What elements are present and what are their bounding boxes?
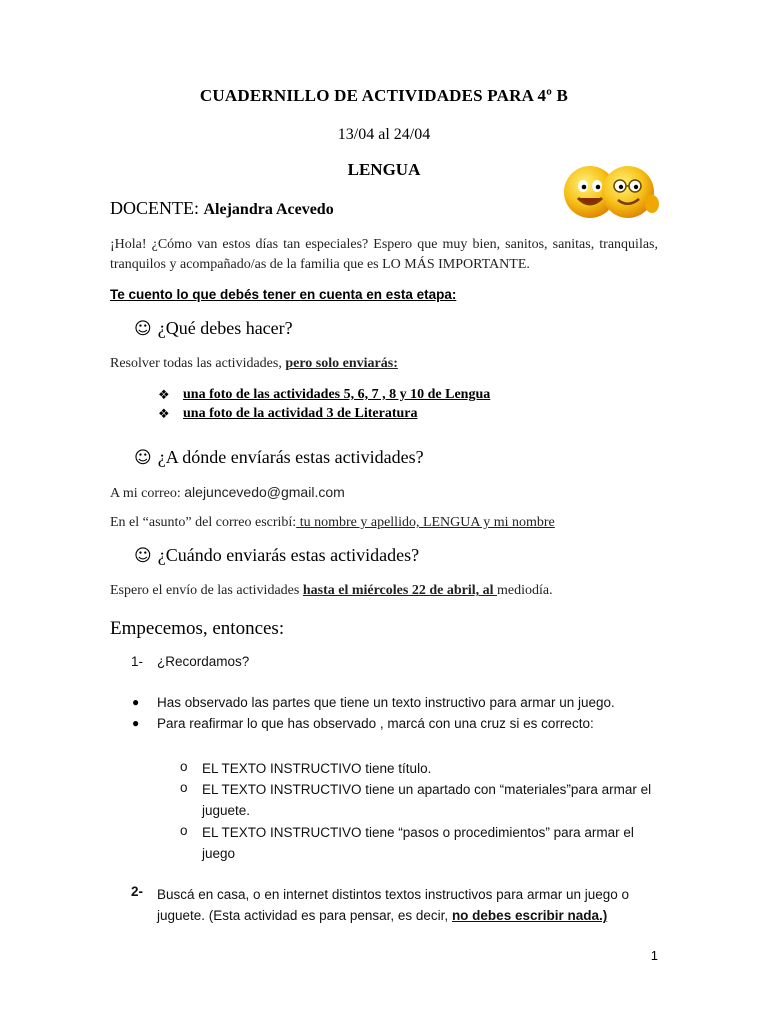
- page-number: 1: [650, 948, 658, 963]
- question-1-text: ¿Qué debes hacer?: [157, 318, 293, 338]
- question-heading-2: [134, 447, 424, 468]
- asunto-line: [110, 515, 555, 531]
- item-2-text: Buscá en casa, o en internet distintos textos instructivos para armar un juego o juguete. (Esta actividad es para pensar, es decir,: [157, 887, 630, 923]
- document-title: CUADERNILLO DE ACTIVIDADES PARA 4º B: [199, 86, 569, 105]
- item-1-number: 1-: [131, 654, 144, 669]
- correo-prefix: A mi correo:: [110, 486, 185, 501]
- correo-line: [110, 484, 345, 502]
- bullet-item: una foto de la actividad 3 de Literatura: [183, 406, 418, 421]
- cuento-heading: Te cuento lo que debés tener en cuenta en esta etapa:: [110, 287, 457, 302]
- espero-prefix: Espero el envío de las actividades: [110, 583, 303, 598]
- email-link[interactable]: alejuncevedo@gmail.com: [184, 484, 345, 500]
- intro-paragraph: ¡Hola! ¿Cómo van estos días tan especiales? Espero que muy bien, sanitos, sanitas, tranquilas, tranquilos y acompañado/as de la familia que es LO MÁS IMPORTANTE.: [110, 237, 658, 272]
- resolver-text: Resolver todas las actividades,: [110, 356, 286, 371]
- empecemos-heading: Empecemos, entonces:: [110, 618, 285, 639]
- item-2-paragraph: [157, 884, 662, 926]
- bullet-dot-icon: ●: [132, 695, 140, 709]
- docente-label: DOCENTE:: [110, 198, 199, 218]
- sub-item: EL TEXTO INSTRUCTIVO tiene “pasos o procedimientos” para armar el juego: [202, 825, 634, 861]
- question-2-text: ¿A dónde envíarás estas actividades?: [157, 447, 424, 467]
- sub-item: EL TEXTO INSTRUCTIVO tiene un apartado con “materiales”para armar el juguete.: [202, 782, 652, 818]
- item-1-text: ¿Recordamos?: [157, 654, 250, 669]
- sub-item: EL TEXTO INSTRUCTIVO tiene título.: [202, 761, 432, 776]
- two-smiling-faces-icon: [556, 160, 660, 222]
- dot-item: Has observado las partes que tiene un texto instructivo para armar un juego.: [157, 695, 615, 710]
- diamond-bullet-icon: ❖: [158, 388, 170, 403]
- smiley-icon: ☺: [134, 546, 152, 566]
- espero-line: [110, 583, 553, 599]
- espero-bold: hasta el miércoles 22 de abril, al: [302, 583, 497, 598]
- bullet-item: una foto de las actividades 5, 6, 7 , 8 y 10 de Lengua: [183, 387, 491, 402]
- resolver-bold: pero solo enviarás:: [285, 356, 398, 371]
- question-heading-3: [134, 545, 419, 566]
- circle-bullet-icon: o: [180, 823, 188, 838]
- item-2-bold: no debes escribir nada.): [451, 908, 608, 923]
- bullet-dot-icon: ●: [132, 716, 140, 730]
- question-heading-1: [134, 318, 293, 339]
- asunto-prefix: En el “asunto” del correo escribí:: [110, 515, 297, 530]
- circle-bullet-icon: o: [180, 780, 188, 795]
- item-2-number: 2-: [131, 884, 144, 899]
- date-range: 13/04 al 24/04: [337, 126, 431, 143]
- smiley-icon: ☺: [134, 319, 152, 339]
- espero-suffix: mediodía.: [497, 583, 553, 598]
- question-3-text: ¿Cuándo enviarás estas actividades?: [157, 545, 420, 565]
- asunto-value: tu nombre y apellido, LENGUA y mi nombre: [296, 515, 555, 530]
- smiley-icon: ☺: [134, 448, 152, 468]
- subject-heading: LENGUA: [347, 160, 421, 179]
- dot-item: Para reafirmar lo que has observado , marcá con una cruz si es correcto:: [157, 716, 594, 731]
- docente-line: [110, 198, 334, 219]
- docente-name: Alejandra Acevedo: [203, 201, 334, 218]
- diamond-bullet-icon: ❖: [158, 407, 170, 422]
- circle-bullet-icon: o: [180, 759, 188, 774]
- resolver-line: [110, 356, 398, 372]
